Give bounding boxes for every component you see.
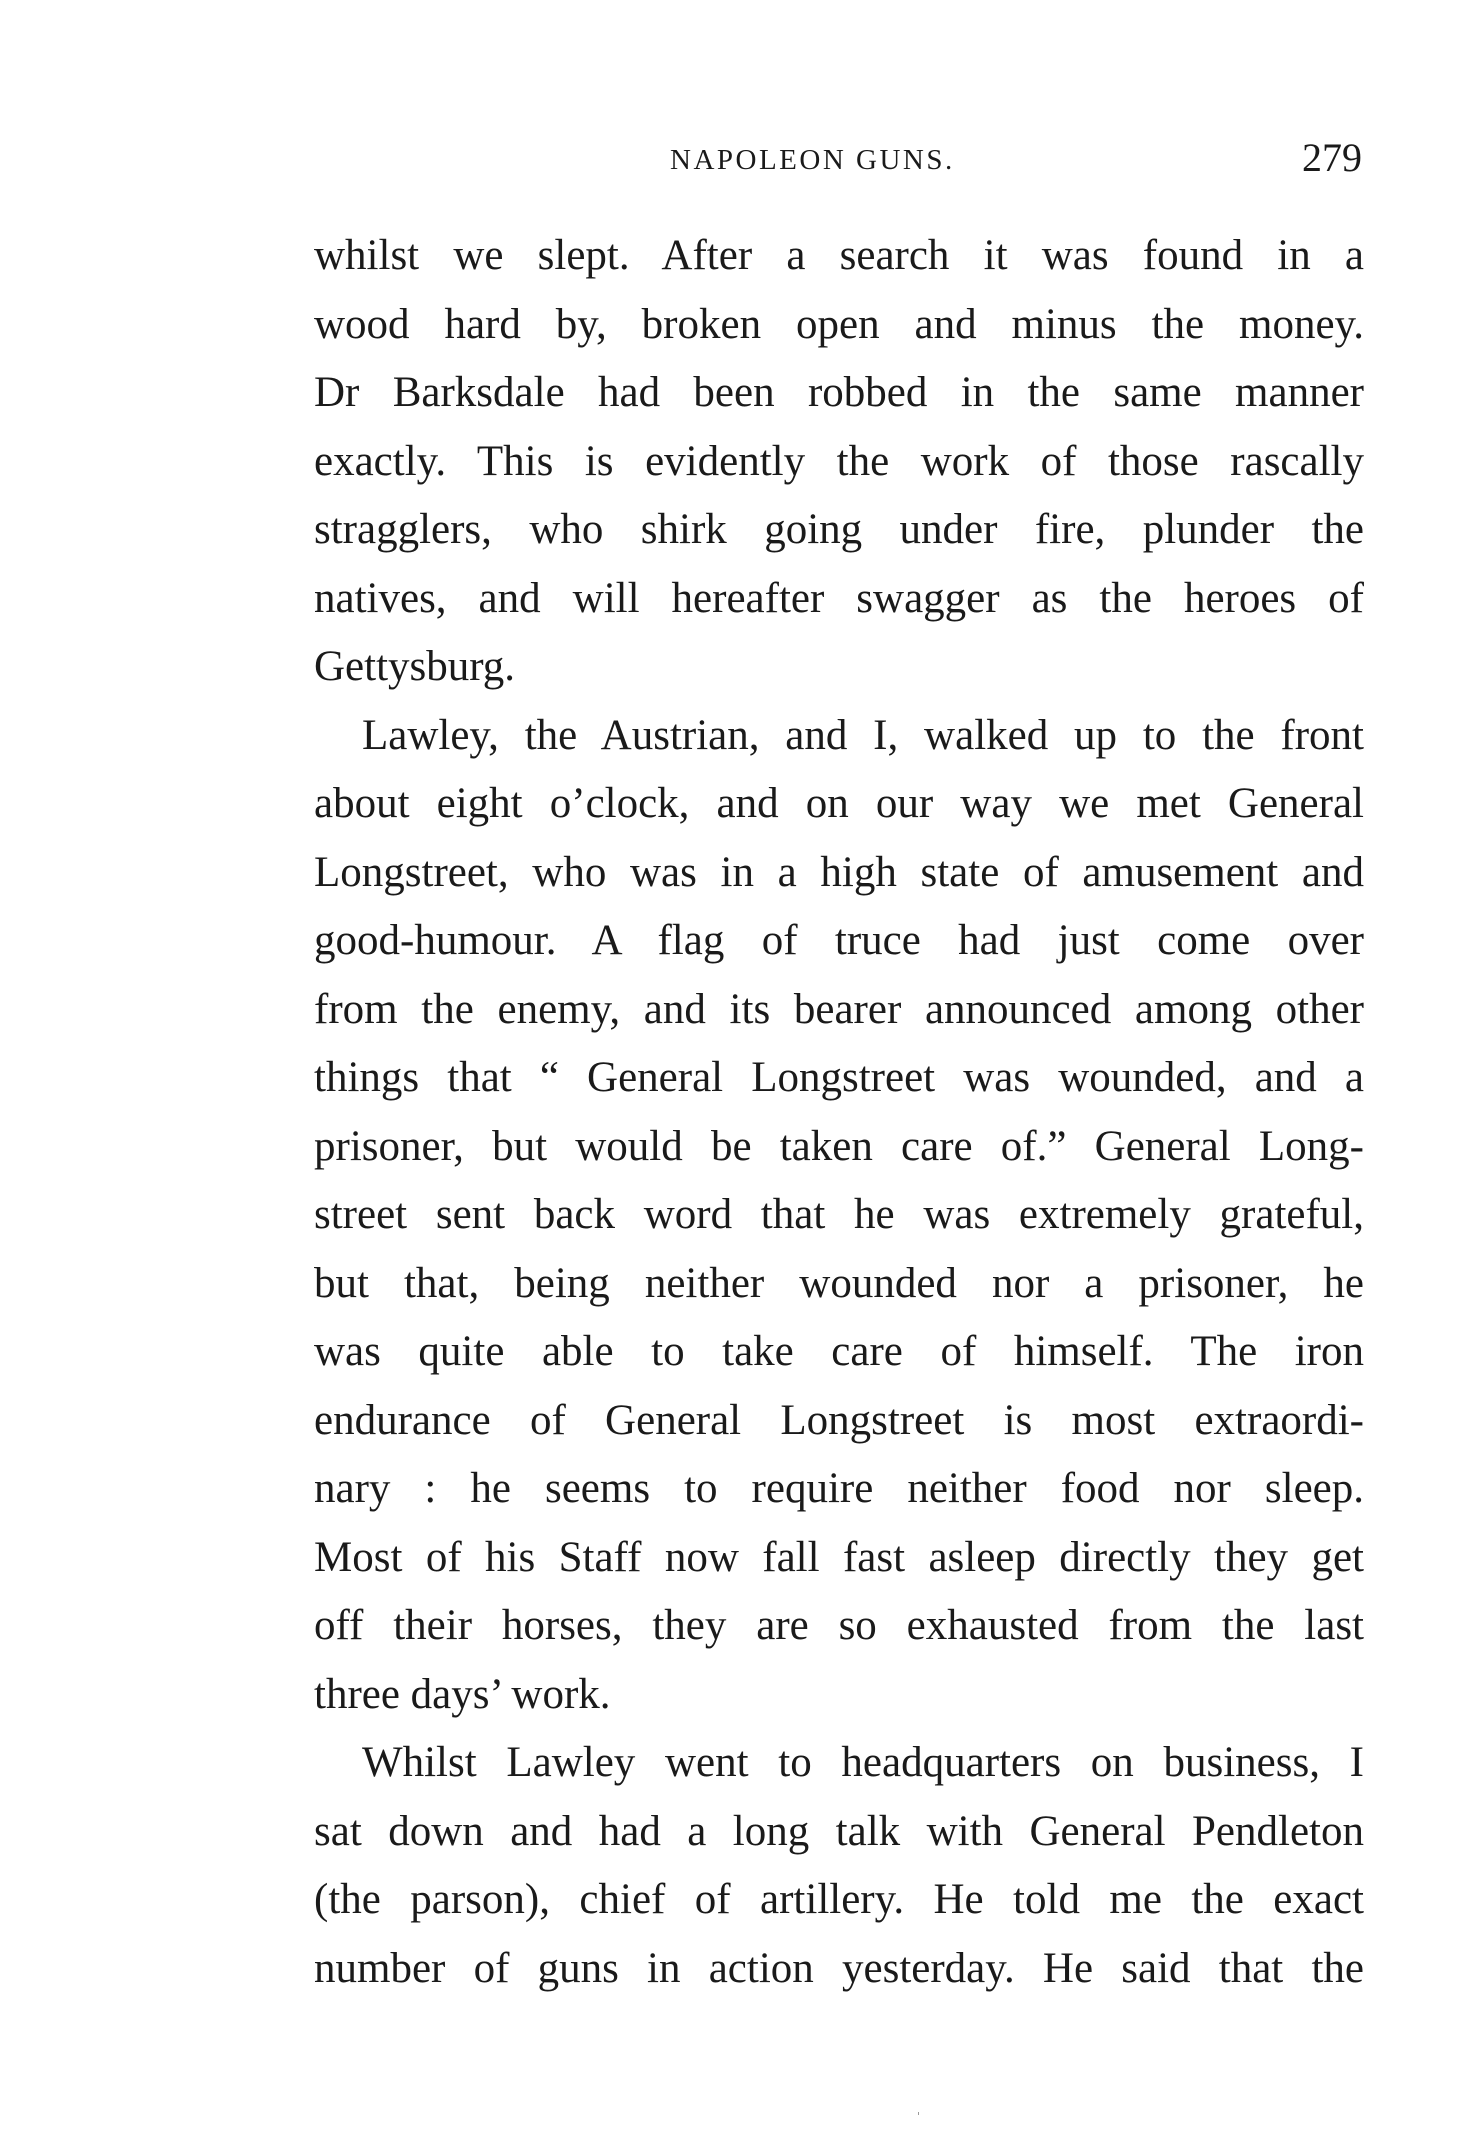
text-line: stragglers, who shirk going under fire, plunder the [314,506,1364,553]
text-line: Most of his Staff now fall fast asleep directly they get [314,1533,1364,1581]
page-number: 279 [1302,135,1362,180]
text-line: (the parson), chief of artillery. He told me the exact [314,1876,1364,1923]
running-head [300,135,1362,188]
paragraph [314,1729,1364,2003]
text-line: about eight o’clock, and on our way we met General [314,780,1364,827]
text-line: Longstreet, who was in a high state of amusement and [314,848,1364,896]
text-line: Gettysburg. [314,643,516,690]
running-title: NAPOLEON GUNS. [670,144,955,176]
text-line: number of guns in action yesterday. He said that the [314,1944,1364,1992]
text-line: good-humour. A flag of truce had just come over [314,917,1364,964]
paragraph [314,702,1364,1730]
text-line: from the enemy, and its bearer announced among other [314,985,1364,1033]
text-line: but that, being neither wounded nor a prisoner, he [314,1259,1364,1307]
text-line: endurance of General Longstreet is most extraordi- [314,1396,1364,1444]
text-line: wood hard by, broken open and minus the money. [314,300,1364,348]
text-line: whilst we slept. After a search it was found in a [314,232,1364,279]
text-line: natives, and will hereafter swagger as the heroes of [314,574,1364,622]
text-line: nary : he seems to require neither food nor sleep. [314,1465,1364,1512]
text-line: Lawley, the Austrian, and I, walked up to the front [362,711,1364,759]
text-line: Whilst Lawley went to headquarters on business, I [362,1739,1364,1786]
text-line: exactly. This is evidently the work of those rascally [314,437,1364,485]
text-line: off their horses, they are so exhausted from the last [314,1602,1364,1649]
text-line: Dr Barksdale had been robbed in the same manner [314,369,1364,416]
print-speck [918,2112,919,2115]
text-line: things that “ General Longstreet was wounded, and a [314,1054,1364,1101]
paragraph [314,222,1364,702]
text-line: prisoner, but would be taken care of.” General Long- [314,1122,1364,1170]
body-text [314,222,1364,2003]
text-line: sat down and had a long talk with General Pendleton [314,1807,1364,1855]
text-line: street sent back word that he was extremely grateful, [314,1191,1364,1238]
text-line: was quite able to take care of himself. The iron [314,1328,1364,1375]
text-line: three days’ work. [314,1670,611,1718]
